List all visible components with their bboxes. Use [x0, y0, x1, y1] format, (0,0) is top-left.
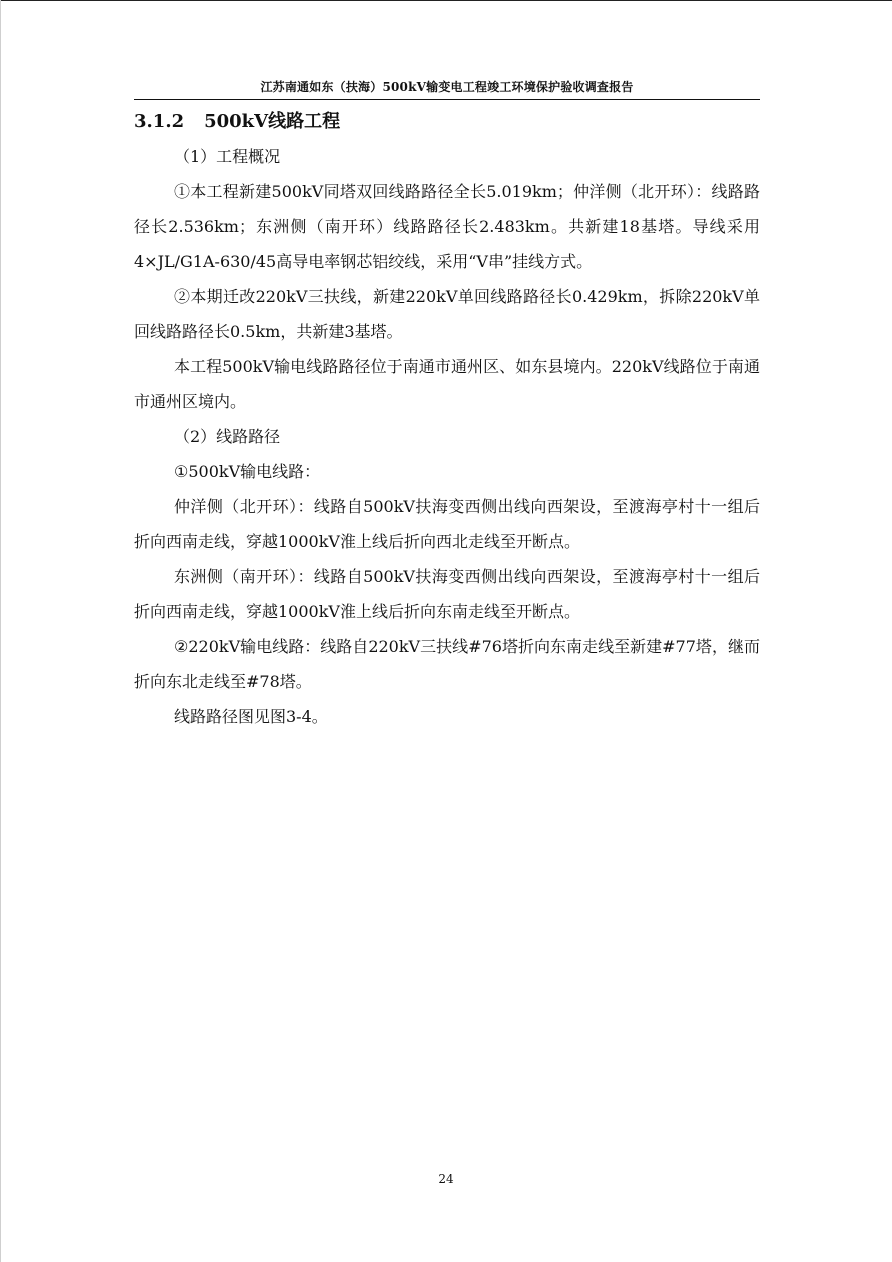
paragraph-north-route: 仲洋侧（北开环）：线路自500kV扶海变西侧出线向西架设，至渡海亭村十一组后折向西南走线，穿越1000kV淮上线后折向西北走线至开断点。 [134, 497, 760, 551]
section-heading [134, 107, 340, 133]
header-rule [134, 99, 760, 100]
paragraph-figure-reference: 线路路径图见图3-4。 [174, 707, 328, 726]
paragraph-220kv-relocation: ②本期迁改220kV三扶线，新建220kV单回线路路径长0.429km，拆除220kV单回线路路径长0.5km，共新建3基塔。 [134, 287, 760, 341]
section-number: 3.1.2 [134, 111, 185, 132]
page-number: 24 [438, 1172, 454, 1186]
section-title: 500kV线路工程 [204, 111, 341, 132]
subheading-overview: （1）工程概况 [174, 147, 281, 166]
paragraph-south-route: 东洲侧（南开环）：线路自500kV扶海变西侧出线向西架设，至渡海亭村十一组后折向西南走线，穿越1000kV淮上线后折向东南走线至开断点。 [134, 567, 760, 621]
page-left-border [0, 0, 1, 1262]
body-text [134, 139, 760, 734]
page-top-border [0, 0, 892, 1]
running-header: 江苏南通如东（扶海）500kV输变电工程竣工环境保护验收调查报告 [260, 80, 634, 94]
paragraph-location: 本工程500kV输电线路路径位于南通市通州区、如东县境内。220kV线路位于南通市通州区境内。 [134, 357, 760, 411]
paragraph-500kv-route-heading: ①500kV输电线路： [174, 462, 321, 481]
paragraph-220kv-route: ②220kV输电线路：线路自220kV三扶线#76塔折向东南走线至新建#77塔，继而折向东北走线至#78塔。 [134, 637, 760, 691]
paragraph-500kv-new-line: ①本工程新建500kV同塔双回线路路径全长5.019km；仲洋侧（北开环）：线路路径长2.536km；东洲侧（南开环）线路路径长2.483km。共新建18基塔。导线采用4×JL/G1A-630/45高导电率钢芯铝绞线，采用“V串”挂线方式。 [134, 182, 760, 271]
subheading-route: （2）线路路径 [174, 427, 281, 446]
